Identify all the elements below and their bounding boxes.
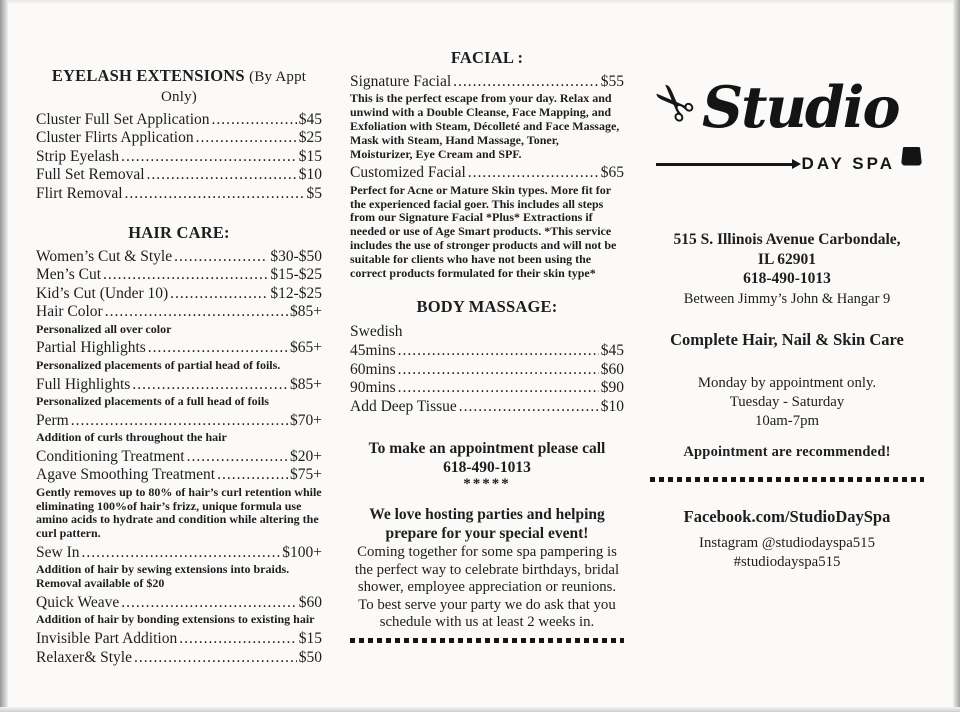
party-headline-1: We love hosting parties and helping: [369, 506, 605, 523]
menu-item: Full Set Removal ..... $10: [36, 166, 322, 184]
dot-leader: [196, 129, 297, 147]
appointment-recommended-note: Appointment are recommended!: [683, 443, 891, 460]
instagram-handle: Instagram @studiodayspa515: [699, 534, 875, 551]
photo-edge-top: [0, 0, 960, 4]
nail-polish-icon: [901, 147, 922, 166]
menu-item: Add Deep Tissue ..... $10: [350, 398, 624, 416]
spacer: [36, 203, 322, 223]
dot-leader: [398, 361, 599, 379]
section-title-facial: FACIAL :: [450, 48, 524, 67]
menu-item-description: Personalized placements of a full head of foils: [36, 394, 269, 409]
menu-item: 60mins ..... $60: [350, 361, 624, 379]
dot-leader: [81, 544, 280, 562]
logo-underline-row: [656, 154, 922, 174]
left-panel: [36, 66, 322, 667]
dot-leader: [459, 398, 599, 416]
hours-line-3: 10am-7pm: [754, 412, 820, 429]
menu-item: Relaxer& Style ..... $50: [36, 649, 322, 667]
dot-leader: [121, 148, 297, 166]
menu-item-description: Addition of curls throughout the hair: [36, 430, 227, 445]
menu-item: Cluster Full Set Application ..... $45: [36, 111, 322, 129]
menu-item: Conditioning Treatment ..... $20+: [36, 448, 322, 466]
logo-wordmark: Studio: [702, 74, 899, 141]
dot-leader: [148, 339, 288, 357]
dot-leader: [174, 248, 268, 266]
dot-leader: [468, 164, 599, 182]
dot-leader: [103, 266, 268, 284]
appointment-phone: 618-490-1013: [443, 458, 531, 476]
phone-number: 618-490-1013: [743, 270, 831, 287]
dot-leader: [125, 185, 305, 203]
menu-item-description: Personalized placements of partial head of foils.: [36, 357, 281, 372]
middle-panel: [350, 48, 624, 643]
stars-divider: *****: [463, 476, 511, 492]
menu-item: Strip Eyelash ..... $15: [36, 148, 322, 166]
dot-leader: [217, 466, 288, 484]
menu-item: Full Highlights ..... $85+: [36, 376, 322, 394]
scissors-icon: ✂: [637, 67, 709, 139]
photo-edge-bottom: [0, 707, 960, 712]
party-paragraph: Coming together for some spa pampering is the perfect way to celebrate birthdays, bridal shower, employee appreciation or reunions. To best serve your party we do ask that you schedule with us at least 2 weeks in.: [354, 544, 620, 631]
menu-item: Flirt Removal ..... $5: [36, 185, 322, 203]
tagline: Complete Hair, Nail & Skin Care: [670, 329, 904, 349]
social-block: [650, 534, 924, 572]
menu-item-description: Addition of hair by bonding extensions to existing hair: [36, 612, 315, 627]
dot-leader: [105, 303, 288, 321]
dot-leader: [147, 166, 297, 184]
menu-item: Kid’s Cut (Under 10) ..... $12-$25: [36, 285, 322, 303]
dot-leader: [134, 649, 297, 667]
menu-item-description: Addition of hair by sewing extensions into braids. Removal available of $20: [36, 562, 290, 591]
menu-item-description: Perfect for Acne or Mature Skin types. More fit for the experienced facial goer. This includes all steps from our Signature Facial *Plus* Extractions if needed or use of Age Smart products. *This service includes the use of stronger products and will not be suitable for clients who have not been using the correct products formulated for their skin type*: [350, 182, 617, 280]
dotted-divider: [350, 638, 624, 643]
dot-leader: [212, 111, 297, 129]
spacer: [350, 492, 624, 506]
eyelash-title-suffix: (By Appt Only): [161, 69, 307, 105]
eyelash-title: EYELASH EXTENSIONS: [51, 66, 245, 85]
dot-leader: [187, 448, 288, 466]
menu-item: Sew In ..... $100+: [36, 544, 322, 562]
dot-leader: [132, 376, 288, 394]
hours-line-1: Monday by appointment only.: [697, 374, 877, 391]
spacer: [350, 416, 624, 440]
menu-item: 45mins ..... $45: [350, 342, 624, 360]
right-panel: [637, 67, 924, 572]
menu-item-description: Personalized all over color: [36, 321, 172, 336]
menu-item-description: This is the perfect escape from your day. Relax and unwind with a Double Cleanse, Face Mapping, and Exfoliation with Steam, Décolleté and Face Massage, Mask with Steam, Hand Massage, Toner, Moisturizer, Eye Cream and SPF.: [350, 91, 620, 161]
spacer: [350, 283, 624, 297]
dot-leader: [71, 412, 288, 430]
photo-edge-left: [0, 0, 8, 712]
menu-item: 90mins ..... $90: [350, 379, 624, 397]
dot-leader: [179, 630, 297, 648]
menu-item: Customized Facial ..... $65: [350, 164, 624, 182]
photo-edge-right: [953, 0, 960, 712]
hours-line-2: Tuesday - Saturday: [729, 393, 845, 410]
section-title-massage: BODY MASSAGE:: [416, 297, 558, 317]
menu-item: Invisible Part Addition ..... $15: [36, 630, 322, 648]
menu-item: Agave Smoothing Treatment ..... $75+: [36, 466, 322, 484]
dot-leader: [398, 379, 599, 397]
menu-item: Signature Facial ..... $55: [350, 73, 624, 91]
menu-item: Perm ..... $70+: [36, 412, 322, 430]
address-line-2: IL 62901: [757, 250, 817, 268]
menu-item-description: Gently removes up to 80% of hair’s curl retention while eliminating 100%of hair’s frizz, unique formula use amino acids to hydrate and condition while altering the curl pattern.: [36, 484, 322, 541]
menu-item: Women’s Cut & Style ..... $30-$50: [36, 248, 322, 266]
menu-item: Cluster Flirts Application ..... $25: [36, 129, 322, 147]
hours-block: [650, 374, 924, 431]
landmark-note: Between Jimmy’s John & Hangar 9: [683, 290, 891, 307]
dot-leader: [453, 73, 599, 91]
studio-day-spa-logo: [637, 67, 924, 188]
address-line-1: 515 S. Illinois Avenue Carbondale,: [673, 231, 901, 248]
logo-subtitle: DAY SPA: [801, 154, 895, 173]
hashtag: #studiodayspa515: [733, 553, 841, 570]
dotted-divider: [650, 477, 924, 482]
dot-leader: [398, 342, 599, 360]
party-headline-2: prepare for your special event!: [385, 524, 589, 542]
section-title-hair: HAIR CARE:: [128, 223, 230, 243]
dot-leader: [121, 594, 296, 612]
menu-item: Men’s Cut ..... $15-$25: [36, 266, 322, 284]
menu-item: Quick Weave ..... $60: [36, 594, 322, 612]
menu-item: Hair Color ..... $85+: [36, 303, 322, 321]
menu-item: Partial Highlights ..... $65+: [36, 339, 322, 357]
section-title-eyelash: [36, 66, 322, 106]
facebook-handle: Facebook.com/StudioDaySpa: [683, 506, 891, 526]
dot-leader: [170, 285, 268, 303]
arrow-line-icon: [656, 163, 794, 166]
massage-subtitle: Swedish: [350, 323, 403, 341]
appointment-call-line: To make an appointment please call: [368, 440, 606, 457]
